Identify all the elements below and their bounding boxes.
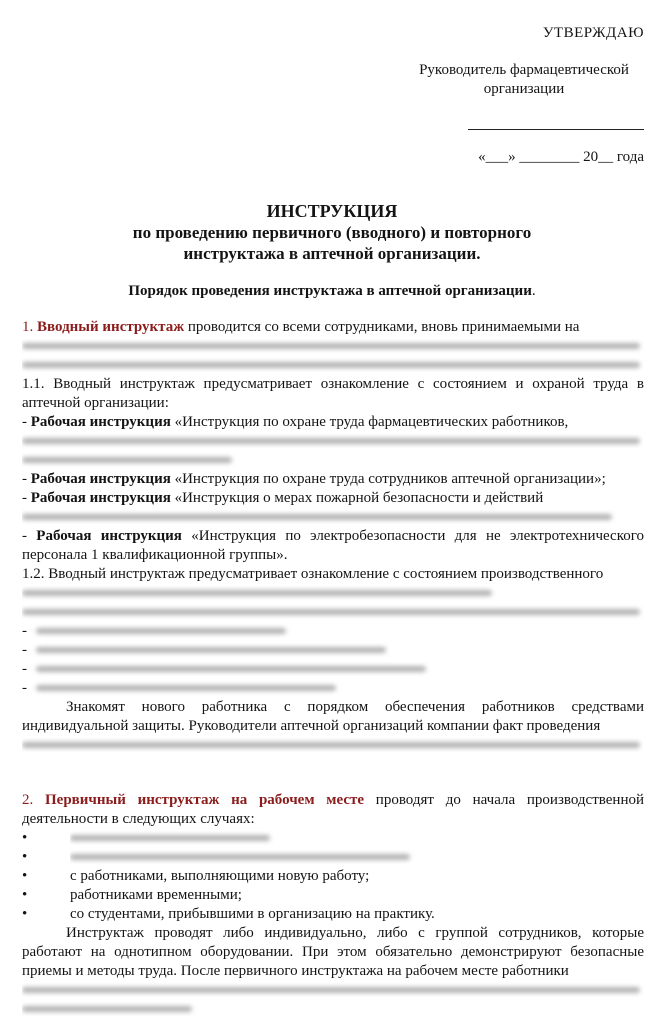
ppe-paragraph: Знакомят нового работника с порядком обеспечения работников средствами индивидуальной защиты. Руководители аптечной организаций компании факт проведения bbox=[22, 699, 644, 734]
section2-lead: проводят до начала производственной деятельности в следующих случаях: bbox=[22, 792, 644, 827]
signature-line bbox=[468, 129, 644, 130]
instruction-item: - Рабочая инструкция «Инструкция по охране труда фармацевтических работников, bbox=[22, 414, 569, 430]
blurred-line bbox=[22, 736, 644, 755]
title-line-1: ИНСТРУКЦИЯ bbox=[266, 201, 398, 221]
blurred-dash-line: - bbox=[22, 622, 644, 641]
list-item: • bbox=[48, 848, 644, 867]
approval-block bbox=[404, 24, 644, 167]
blurred-line bbox=[22, 337, 644, 356]
subtitle-dot: . bbox=[531, 283, 536, 299]
section-subtitle bbox=[0, 282, 664, 301]
approval-date: «___» ________ 20__ года bbox=[478, 149, 644, 165]
approval-header: УТВЕРЖДАЮ bbox=[542, 25, 644, 41]
blurred-line bbox=[22, 1000, 644, 1019]
list-item: • с работниками, выполняющими новую работу; bbox=[22, 868, 370, 884]
section2-number: 2. bbox=[22, 792, 34, 808]
instruction-item: - Рабочая инструкция «Инструкция по электробезопасности для не электротехнического персонала 1 квалификационной группы». bbox=[22, 528, 645, 563]
title-line-3: инструктажа в аптечной организации. bbox=[183, 244, 481, 263]
document-body bbox=[22, 318, 644, 1019]
instruction-item: - Рабочая инструкция «Инструкция по охране труда сотрудников аптечной организации»; bbox=[22, 471, 606, 487]
section1-intro bbox=[22, 318, 644, 337]
blurred-line bbox=[22, 981, 644, 1000]
approval-position: Руководитель фармацевтической организации bbox=[419, 62, 629, 97]
section1-term: Вводный инструктаж bbox=[37, 319, 185, 335]
section1-lead: проводится со всеми сотрудниками, вновь принимаемыми на bbox=[187, 319, 580, 335]
blurred-line bbox=[22, 603, 644, 622]
blurred-line bbox=[22, 356, 644, 375]
closing-paragraph: Инструктаж проводят либо индивидуально, либо с группой сотрудников, которые работают на однотипном оборудовании. При этом обязательно демонстрируют безопасные приемы и методы труда. После первичного инструктажа на рабочем месте работники bbox=[22, 925, 644, 979]
list-item: • со студентами, прибывшими в организацию на практику. bbox=[22, 906, 435, 922]
blurred-line bbox=[22, 584, 644, 603]
blurred-line bbox=[22, 508, 644, 527]
blurred-dash-line: - bbox=[22, 679, 644, 698]
list-item: • работниками временными; bbox=[22, 887, 242, 903]
instruction-item: - Рабочая инструкция «Инструкция о мерах пожарной безопасности и действий bbox=[22, 490, 544, 506]
title-line-2: по проведению первичного (вводного) и повторного bbox=[132, 223, 532, 242]
section1-number: 1. bbox=[22, 319, 34, 335]
subtitle-text: Порядок проведения инструктажа в аптечной организации bbox=[128, 283, 532, 299]
section1-2: 1.2. Вводный инструктаж предусматривает ознакомление с состоянием производственного bbox=[22, 566, 604, 582]
blurred-line bbox=[22, 451, 644, 470]
section2-term: Первичный инструктаж на рабочем месте bbox=[45, 792, 365, 808]
blurred-line bbox=[22, 432, 644, 451]
list-item: • bbox=[48, 829, 644, 848]
blurred-dash-line: - bbox=[22, 660, 644, 679]
section2-intro bbox=[22, 791, 644, 829]
blurred-dash-line: - bbox=[22, 641, 644, 660]
section1-1: 1.1. Вводный инструктаж предусматривает ознакомление с состоянием и охраной труда в аптечной организации: bbox=[22, 376, 644, 411]
document-title bbox=[0, 201, 664, 264]
cases-list bbox=[22, 829, 644, 924]
